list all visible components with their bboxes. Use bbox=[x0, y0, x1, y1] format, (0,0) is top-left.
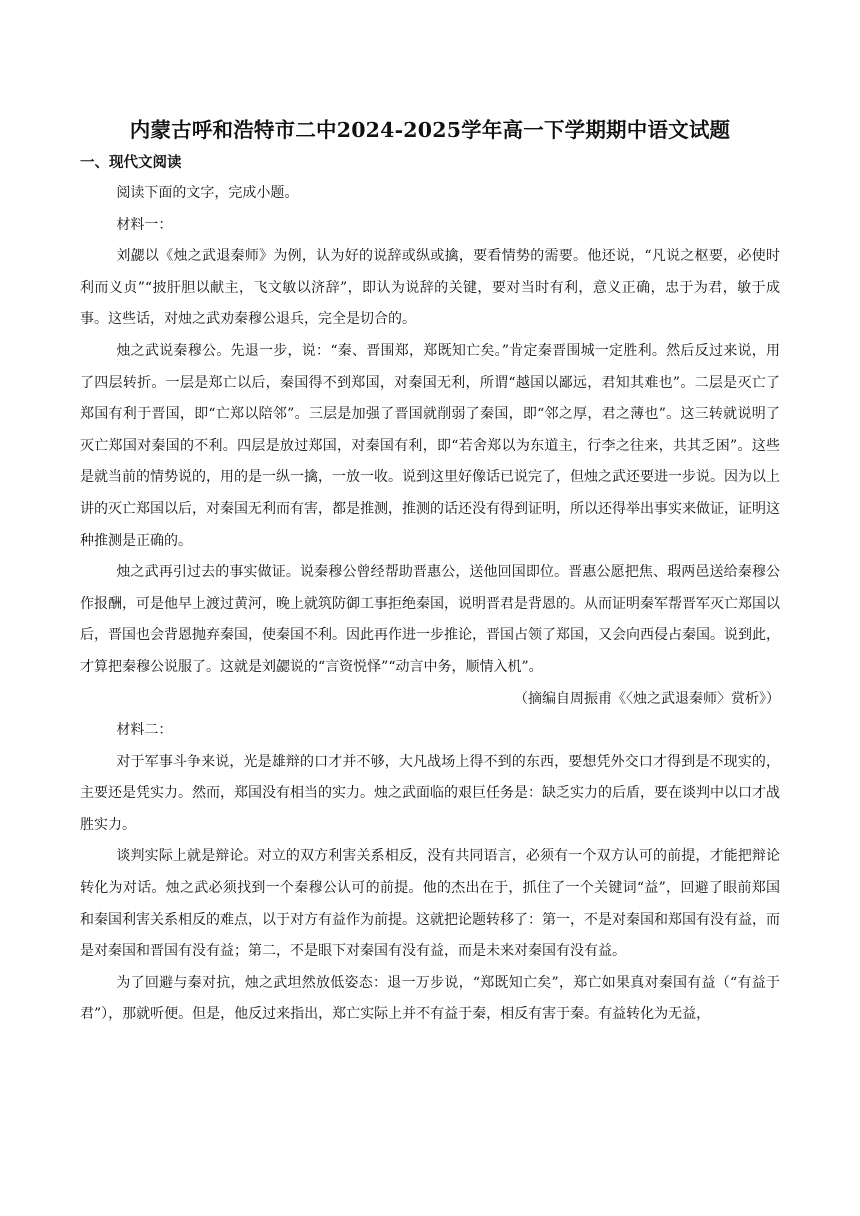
body-paragraph: 刘勰以《烛之武退秦师》为例，认为好的说辞或纵或擒，要看情势的需要。他还说，“凡说之枢要，必使时利而义贞”“披肝胆以献主，飞文敏以济辞”，即认为说辞的关键，要对当时有利，意义正确，忠于为君，敏于成事。这些话，对烛之武劝秦穆公退兵，完全是切合的。 bbox=[80, 248, 780, 328]
article-body bbox=[80, 178, 780, 1031]
body-paragraph: 对于军事斗争来说，光是雄辩的口才并不够，大凡战场上得不到的东西，要想凭外交口才得到是不现实的，主要还是凭实力。然而，郑国没有相当的实力。烛之武面临的艰巨任务是：缺乏实力的后盾，要在谈判中以口才战胜实力。 bbox=[80, 753, 780, 833]
body-paragraph: 谈判实际上就是辩论。对立的双方利害关系相反，没有共同语言，必须有一个双方认可的前提，才能把辩论转化为对话。烛之武必须找到一个秦穆公认可的前提。他的杰出在于，抓住了一个关键词“益”，回避了眼前郑国和秦国利害关系相反的难点，以于对方有益作为前提。这就把论题转移了：第一，不是对秦国和郑国有没有益，而是对秦国和晋国有没有益；第二，不是眼下对秦国有没有益，而是未来对秦国有没有益。 bbox=[80, 848, 780, 960]
source-citation: （摘编自周振甫《〈烛之武退秦师〉赏析》） bbox=[514, 690, 780, 707]
body-paragraph: 烛之武说秦穆公。先退一步，说：“秦、晋围郑，郑既知亡矣。”肯定秦晋围城一定胜利。然后反过来说，用了四层转折。一层是郑亡以后，秦国得不到郑国，对秦国无利，所谓“越国以鄙远，君知其难也”。二层是灭亡了郑国有利于晋国，即“亡郑以陪邻”。三层是加强了晋国就削弱了秦国，即“邻之厚，君之薄也”。这三转就说明了灭亡郑国对秦国的不利。四层是放过郑国，对秦国有利，即“若舍郑以为东道主，行李之往来，共其乏困”。这些是就当前的情势说的，用的是一纵一擒，一放一收。说到这里好像话已说完了，但烛之武还要进一步说。因为以上讲的灭亡郑国以后，对秦国无利而有害，都是推测，推测的话还没有得到证明，所以还得举出事实来做证，证明这种推测是正确的。 bbox=[80, 342, 780, 549]
instruction-paragraph: 阅读下面的文字，完成小题。 bbox=[116, 185, 299, 201]
section-heading: 一、现代文阅读 bbox=[80, 154, 182, 171]
material-label: 材料一： bbox=[116, 216, 173, 233]
material-label: 材料二： bbox=[116, 722, 173, 739]
body-paragraph: 为了回避与秦对抗，烛之武坦然放低姿态：退一万步说，“郑既知亡矣”，郑亡如果真对秦国有益（“有益于君”），那就听便。但是，他反过来指出，郑亡实际上并不有益于秦，相反有害于秦。有益转化为无益， bbox=[80, 974, 780, 1023]
document-title: 内蒙古呼和浩特市二中2024-2025学年高一下学期期中语文试题 bbox=[129, 118, 731, 142]
body-paragraph: 烛之武再引过去的事实做证。说秦穆公曾经帮助晋惠公，送他回国即位。晋惠公愿把焦、瑕两邑送给秦穆公作报酬，可是他早上渡过黄河，晚上就筑防御工事拒绝秦国，说明晋君是背恩的。从而证明秦军帮晋军灭亡郑国以后，晋国也会背恩抛弃秦国，使秦国不利。因此再作进一步推论，晋国占领了郑国，又会向西侵占秦国。说到此，才算把秦穆公说服了。这就是刘勰说的“言资悦怿”“动言中务，顺情入机”。 bbox=[80, 564, 780, 675]
